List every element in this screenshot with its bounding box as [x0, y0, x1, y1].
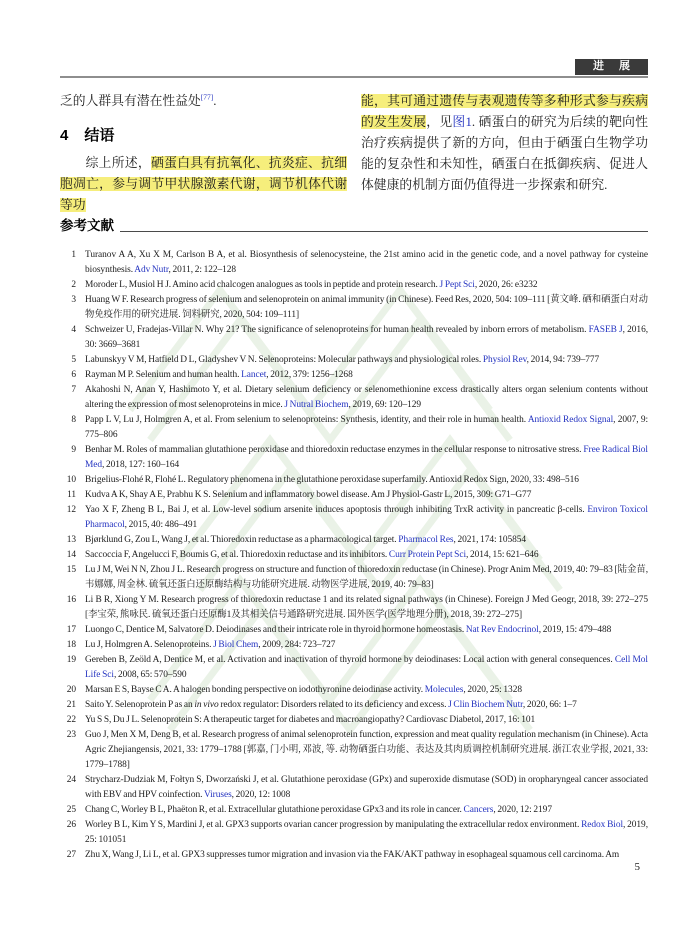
- reference-item: [60, 803, 648, 818]
- reference-number: 8: [71, 414, 76, 425]
- reference-text: [85, 653, 648, 683]
- text-segment: Guo J, Men X M, Deng B, et al. Research progress of animal selenoprotein function, expression and meat quality regulation mechanism (in Chinese). Acta Agric Zhejiangensis, 2021, 33: 1779–1788 [郭嘉, 门小明, 邓波, 等. 动物硒蛋白功能、表达及其肉质调控机制研究进展. 浙江农业学报, 2021, 33: 1779–1788]: [85, 729, 648, 770]
- reference-item: [60, 533, 648, 548]
- reference-text: [85, 293, 648, 323]
- text-segment: Luongo C, Dentice M, Salvatore D. Deiodinases and their intricate role in thyroid hormone homeostasis.: [85, 624, 466, 635]
- text-segment: , 2020, 25: 1328: [463, 684, 522, 695]
- reference-text: [85, 368, 648, 383]
- reference-number: 27: [66, 849, 76, 860]
- text-segment: 能，其可通过遗传与表观遗传等多种形式参与疾病的发生发展: [361, 94, 648, 129]
- text-segment: Akahoshi N, Anan Y, Hashimoto Y, et al. Dietary selenium deficiency or selenomethionine excess drastically alters organ selenium contents without altering the expression of most selenoproteins in mice.: [85, 384, 648, 410]
- text-segment: , 2014, 15: 621–646: [466, 549, 539, 560]
- reference-text: [85, 353, 648, 368]
- journal-link[interactable]: Redox Biol: [581, 819, 624, 830]
- references-section: [60, 219, 648, 873]
- reference-item: [60, 563, 648, 593]
- journal-link[interactable]: FASEB J: [588, 324, 623, 335]
- text-segment: Strycharz-Dudziak M, Fołtyn S, Dworzański J, et al. Glutathione peroxidase (GPx) and superoxide dismutase (SOD) in oropharyngeal cancer associated with EBV and HPV coinfection.: [85, 774, 648, 800]
- text-segment: Brigelius-Flohé R, Flohé L. Regulatory phenomena in the glutathione peroxidase superfamily. Antioxid Redox Sign, 2020, 33: 498–516: [85, 474, 579, 485]
- reference-number: 26: [66, 819, 76, 830]
- text-segment: Yao X F, Zheng B L, Bai J, et al. Low-level sodium arsenite induces apoptosis through inhibiting TrxR activity in pancreatic β-cells.: [85, 504, 588, 515]
- text-segment: Moroder L, Musiol H J. Amino acid chalcogen analogues as tools in peptide and protein research.: [85, 279, 440, 290]
- journal-link[interactable]: J Nutral Biochem: [284, 399, 349, 410]
- text-segment: Yu S S, Du J L. Selenoprotein S: A therapeutic target for diabetes and macroangiopathy? Cardiovasc Diabetol, 2017, 16: 101: [85, 714, 536, 725]
- reference-item: [60, 248, 648, 278]
- reference-number: 14: [66, 549, 76, 560]
- reference-text: [85, 278, 648, 293]
- text-segment: Saito Y. Selenoprotein P as an: [85, 699, 195, 710]
- journal-link[interactable]: Adv Nutr: [134, 264, 169, 275]
- text-segment: Lu J M, Wei N N, Zhou J L. Research progress on structure and function of thioredoxin reductase (in Chinese). Progr Anim Med, 2019, 40: 79–83 [陆金苗, 韦娜娜, 周金林. 硫氧还蛋白还原酶结构与功能研究进展. 动物医学进展, 2019, 40: 79–83]: [85, 564, 648, 590]
- reference-text: [85, 413, 648, 443]
- journal-link[interactable]: Molecules: [424, 684, 464, 695]
- text-segment: , 2016, 30: 3669–3681: [85, 324, 648, 350]
- reference-number: 9: [71, 444, 76, 455]
- reference-text: [85, 563, 648, 593]
- text-segment: 乏的人群具有潜在性益处: [60, 94, 201, 108]
- journal-link[interactable]: J Clin Biochem Nutr: [448, 699, 523, 710]
- references-header: [60, 219, 648, 233]
- journal-link[interactable]: Pharmacol Res: [398, 534, 454, 545]
- reference-text: [85, 593, 648, 623]
- journal-link[interactable]: Physiol Rev: [482, 354, 527, 365]
- text-segment: Schweizer U, Fradejas-Villar N. Why 21? The significance of selenoproteins for human health revealed by inborn errors of metabolism.: [85, 324, 589, 335]
- reference-item: [60, 278, 648, 293]
- text-segment: , 2008, 65: 570–590: [113, 669, 187, 680]
- header-divider: [60, 76, 648, 78]
- reference-number: 23: [66, 729, 76, 740]
- reference-text: [85, 503, 648, 533]
- text-segment: ，见: [426, 115, 453, 129]
- reference-number: 12: [66, 504, 76, 515]
- text-segment: , 2007, 9: 775–806: [85, 414, 648, 440]
- journal-link[interactable]: J Biol Chem: [213, 639, 259, 650]
- reference-item: [60, 638, 648, 653]
- right-column: [361, 91, 648, 216]
- text-segment: , 2020, 12: 2197: [493, 804, 552, 815]
- reference-text: [85, 818, 648, 848]
- text-segment: , 2018, 127: 160–164: [102, 459, 180, 470]
- text-segment: Li B R, Xiong Y M. Research progress of thioredoxin reductase 1 and its related signal pathways (in Chinese). Foreign J Med Geogr, 2018, 39: 272–275 [李宝荣, 熊咏民. 硫氧还蛋白还原酶1及其相关信号通路研究进展. 国外医学(医学地理分册), 2018, 39: 272–275]: [85, 594, 648, 620]
- reference-number: 20: [66, 684, 76, 695]
- text-segment: Turanov A A, Xu X M, Carlson B A, et al. Biosynthesis of selenocysteine, the 21st amino acid in the genetic code, and a novel pathway for cysteine biosynthesis.: [85, 249, 648, 275]
- reference-number: 21: [66, 699, 76, 710]
- reference-text: [85, 443, 648, 473]
- text-segment: Papp L V, Lu J, Holmgren A, et al. From selenium to selenoproteins: Synthesis, identity, and their role in human health.: [85, 414, 528, 425]
- text-segment: , 2021, 174: 105854: [453, 534, 527, 545]
- journal-link[interactable]: Cancers: [463, 804, 494, 815]
- conclusion-section: [60, 91, 648, 216]
- reference-text: [85, 773, 648, 803]
- journal-link[interactable]: Free Radical Biol Med: [85, 444, 648, 470]
- journal-link[interactable]: Environ Toxicol Pharmacol: [85, 504, 648, 530]
- references-heading-rule: [120, 231, 648, 232]
- reference-item: [60, 473, 648, 488]
- section-tag: 进 展: [575, 59, 648, 75]
- reference-number: 3: [71, 294, 76, 305]
- reference-text: [85, 323, 648, 353]
- reference-text: [85, 638, 648, 653]
- reference-number: 15: [66, 564, 76, 575]
- reference-item: [60, 323, 648, 353]
- reference-item: [60, 353, 648, 368]
- reference-text: [85, 728, 648, 773]
- reference-list: [60, 248, 648, 873]
- reference-item: [60, 593, 648, 623]
- text-segment: , 2014, 94: 739–777: [526, 354, 600, 365]
- reference-item: [60, 383, 648, 413]
- reference-text: [85, 473, 648, 488]
- text-segment: , 2019, 15: 479–488: [538, 624, 612, 635]
- reference-number: 2: [71, 279, 76, 290]
- reference-item: [60, 713, 648, 728]
- reference-number: 5: [71, 354, 76, 365]
- text-segment: redox regulator: Disorders related to its deficiency and excess.: [218, 699, 449, 710]
- text-segment: Lu J, Holmgren A. Selenoproteins.: [85, 639, 214, 650]
- text-segment: , 2020, 12: 1008: [231, 789, 291, 800]
- reference-item: [60, 488, 648, 503]
- journal-link[interactable]: Lancet: [241, 369, 267, 380]
- reference-item: [60, 413, 648, 443]
- reference-number: 18: [66, 639, 76, 650]
- reference-item: [60, 293, 648, 323]
- text-segment: , 2011, 2: 122–128: [168, 264, 237, 275]
- text-segment: , 2012, 379: 1256–1268: [266, 369, 353, 380]
- conclusion-paragraph-left: [60, 153, 347, 216]
- reference-number: 19: [66, 654, 76, 665]
- reference-text: [85, 683, 648, 698]
- text-segment: Kudva A K, Shay A E, Prabhu K S. Selenium and inflammatory bowel disease. Am J Physiol-Gastr L, 2015, 309: G71–G77: [85, 489, 532, 500]
- text-segment: Labunskyy V M, Hatfield D L, Gladyshev V N. Selenoproteins: Molecular pathways and physiological roles.: [85, 354, 483, 365]
- reference-text: [85, 713, 648, 728]
- references-heading: 参考文献: [60, 218, 114, 233]
- section-number: 4: [60, 127, 69, 144]
- text-segment: , 2020, 26: e3232: [474, 279, 538, 290]
- text-segment: Huang W F. Research progress of selenium and selenoprotein on animal immunity (in Chinese). Feed Res, 2020, 504: 109–111 [黄文峰. 硒和硒蛋白对动物免疫作用的研究进展. 饲料研究, 2020, 504: 109–111]: [85, 294, 648, 320]
- reference-number: 13: [66, 534, 76, 545]
- text-segment: Zhu X, Wang J, Li L, et al. GPX3 suppresses tumor migration and invasion via the FAK/AKT pathway in esophageal squamous cell carcinoma. Am: [85, 849, 620, 860]
- journal-link[interactable]: Antioxid Redox Signal: [527, 414, 614, 425]
- reference-item: [60, 548, 648, 563]
- text-segment: 硒蛋白具有抗氧化、抗炎症、抗细胞凋亡，参与调节甲状腺激素代谢，调节机体代谢等功: [60, 156, 348, 212]
- reference-item: [60, 848, 648, 863]
- reference-number: 11: [67, 489, 76, 500]
- journal-link[interactable]: Curr Protein Pept Sci: [388, 549, 467, 560]
- reference-number: 25: [66, 804, 76, 815]
- reference-number: 24: [66, 774, 76, 785]
- reference-number: 17: [66, 624, 76, 635]
- page-number: 5: [634, 861, 640, 873]
- journal-link[interactable]: J Pept Sci: [439, 279, 475, 290]
- journal-link[interactable]: Cell Mol Life Sci: [85, 654, 648, 680]
- reference-item: [60, 728, 648, 773]
- journal-link[interactable]: Nat Rev Endocrinol: [465, 624, 539, 635]
- reference-item: [60, 683, 648, 698]
- reference-text: [85, 548, 648, 563]
- reference-item: [60, 653, 648, 683]
- text-segment: Benhar M. Roles of mammalian glutathione peroxidase and thioredoxin reductase enzymes in the cellular response to nitrosative stress.: [85, 444, 584, 455]
- text-segment: Gereben B, Zeöld A, Dentice M, et al. Activation and inactivation of thyroid hormone by deiodinases: Local action with general consequences.: [85, 654, 615, 665]
- reference-text: [85, 488, 648, 503]
- reference-item: [60, 443, 648, 473]
- left-column: [60, 91, 347, 216]
- text-segment: Chang C, Worley B L, Phaëton R, et al. Extracellular glutathione peroxidase GPx3 and its role in cancer.: [85, 804, 464, 815]
- text-segment: , 2020, 66: 1–7: [522, 699, 577, 710]
- text-segment: .: [213, 94, 217, 108]
- figure-link[interactable]: 图1: [452, 115, 472, 129]
- reference-item: [60, 818, 648, 848]
- reference-item: [60, 773, 648, 803]
- paragraph-continuation: [60, 91, 347, 112]
- reference-number: 7: [71, 384, 76, 395]
- text-segment: , 2009, 284: 723–727: [258, 639, 336, 650]
- text-segment: , 2019, 25: 101051: [85, 819, 648, 845]
- text-segment: in vivo: [194, 699, 219, 710]
- reference-item: [60, 503, 648, 533]
- reference-text: [85, 698, 648, 713]
- conclusion-paragraph-right: [361, 91, 648, 196]
- reference-text: [85, 848, 648, 863]
- text-segment: Bjørklund G, Zou L, Wang J, et al. Thioredoxin reductase as a pharmacological target.: [85, 534, 399, 545]
- reference-item: [60, 698, 648, 713]
- text-segment: Marsan E S, Bayse C A. A halogen bonding perspective on iodothyronine deiodinase activity.: [85, 684, 425, 695]
- journal-link[interactable]: Viruses: [203, 789, 232, 800]
- reference-item: [60, 623, 648, 638]
- reference-text: [85, 383, 648, 413]
- reference-number: 10: [66, 474, 76, 485]
- reference-number: 1: [71, 249, 76, 260]
- reference-item: [60, 368, 648, 383]
- reference-text: [85, 248, 648, 278]
- reference-text: [85, 533, 648, 548]
- text-segment: Saccoccia F, Angelucci F, Boumis G, et al. Thioredoxin reductase and its inhibitors.: [85, 549, 389, 560]
- section-heading: [60, 125, 347, 146]
- reference-number: 16: [66, 594, 76, 605]
- citation-link[interactable]: [77]: [200, 92, 214, 102]
- text-segment: Worley B L, Kim Y S, Mardini J, et al. GPX3 supports ovarian cancer progression by manipulating the extracellular redox environment.: [85, 819, 582, 830]
- reference-text: [85, 623, 648, 638]
- section-title: 结语: [84, 127, 115, 144]
- text-segment: , 2015, 40: 486–491: [124, 519, 198, 530]
- text-segment: . 硒蛋白的研究为后续的靶向性治疗疾病提供了新的方向，但由于硒蛋白生物学功能的复杂性和未知性，硒蛋白在抵御疾病、促进人体健康的机制方面仍值得进一步探索和研究.: [361, 115, 649, 192]
- text-segment: 综上所述，: [85, 156, 152, 170]
- text-segment: , 2019, 69: 120–129: [348, 399, 422, 410]
- text-segment: Rayman M P. Selenium and human health.: [85, 369, 242, 380]
- reference-number: 4: [71, 324, 76, 335]
- reference-number: 22: [66, 714, 76, 725]
- reference-number: 6: [71, 369, 76, 380]
- reference-text: [85, 803, 648, 818]
